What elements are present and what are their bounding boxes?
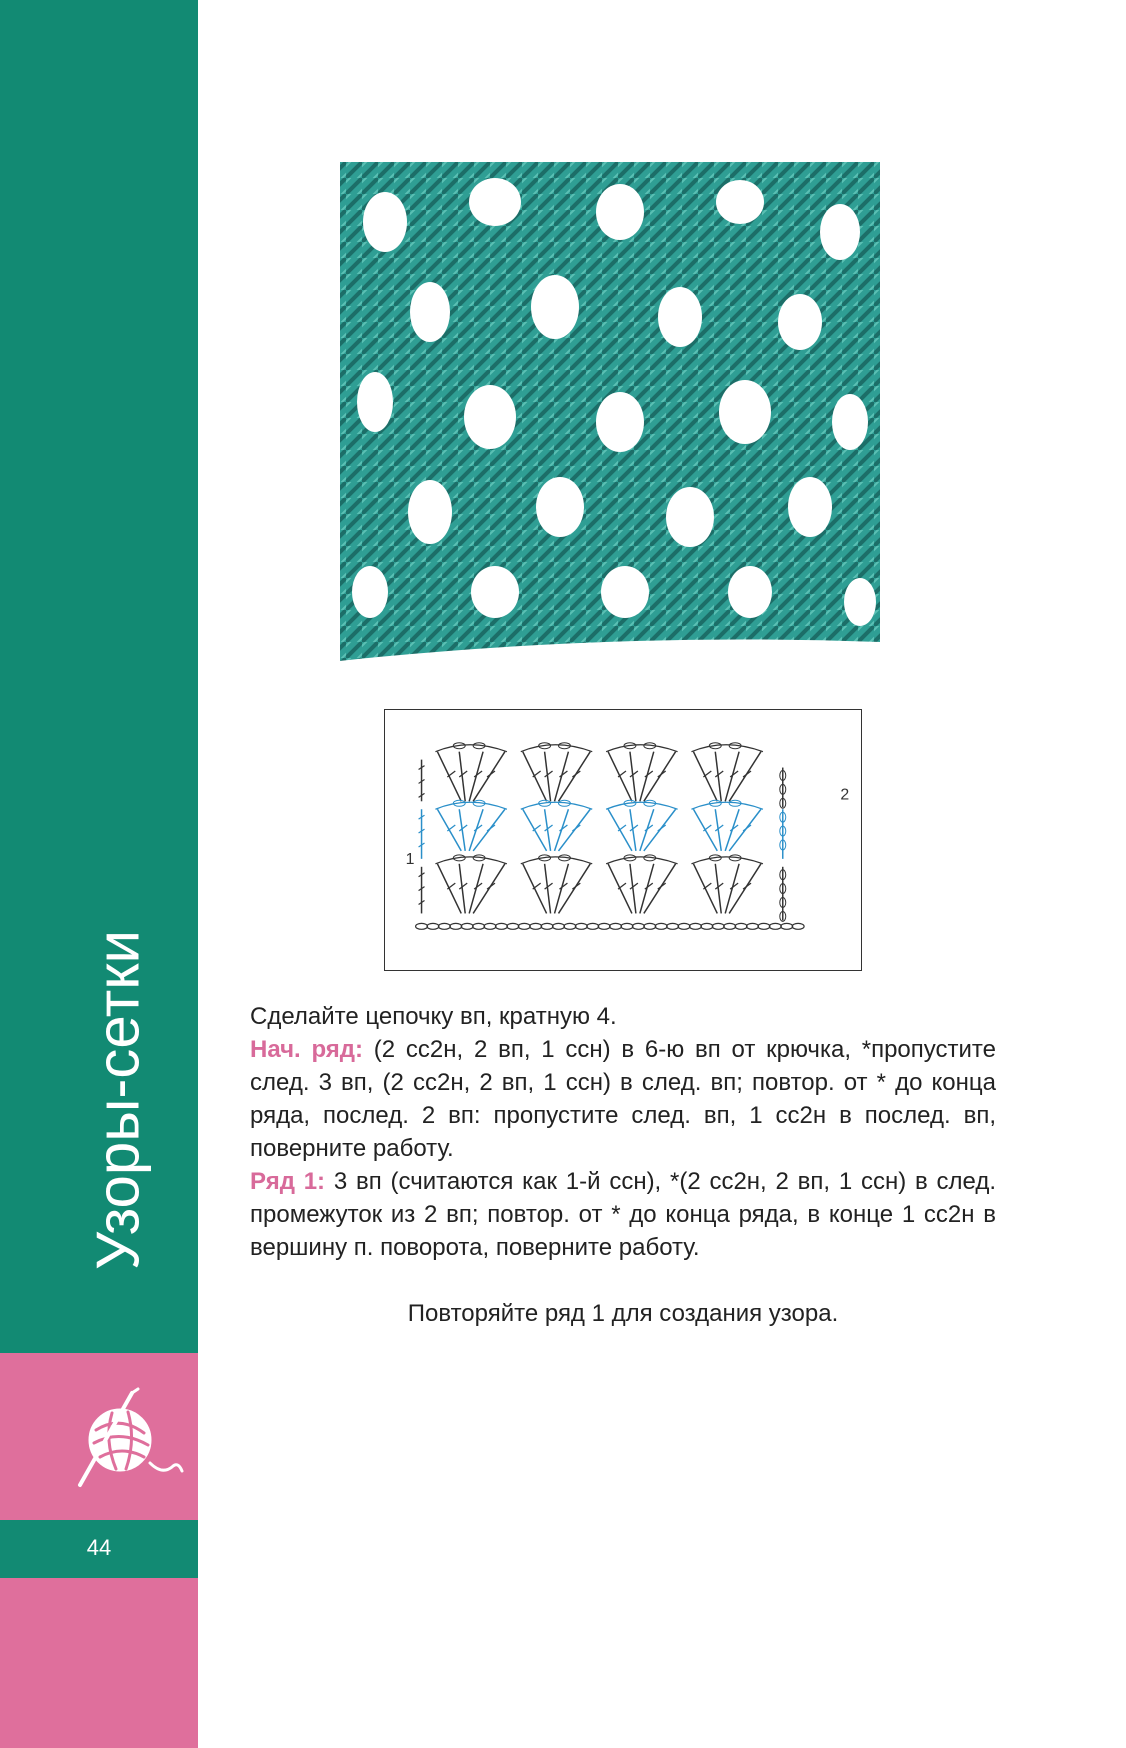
start-row-text: (2 сс2н, 2 вп, 1 ссн) в 6-ю вп от крючка, *пропустите след. 3 вп, (2 сс2н, 2 вп, 1 ссн) в след. вп; повтор. от * до конца ряда, послед. 2 вп: пропустите след. вп, 1 сс2н в послед. вп, поверните работу.	[250, 1036, 996, 1162]
start-row-label: Нач. ряд:	[250, 1036, 364, 1063]
instructions	[250, 1000, 996, 1264]
row1-text: 3 вп (считаются как 1-й ссн), *(2 сс2н, 2 вп, 1 ссн) в след. промежуток из 2 вп; повтор. от * до конца ряда, в конце 1 сс2н в вершину п. поворота, поверните работу.	[250, 1168, 996, 1261]
page-number: 44	[86, 1535, 112, 1560]
intro-line: Сделайте цепочку вп, кратную 4.	[250, 1003, 617, 1030]
crochet-diagram	[384, 709, 862, 971]
row-label-2: 2	[840, 786, 850, 804]
repeat-note: Повторяйте ряд 1 для создания узора.	[407, 1300, 839, 1327]
crochet-sample-photo	[330, 162, 880, 692]
diagram-stitches	[416, 743, 805, 930]
section-title-wrap	[60, 870, 175, 1330]
start-row-paragraph	[250, 1033, 996, 1165]
section-title: Узоры-сетки	[84, 929, 151, 1271]
yarn-ball-with-hook-icon	[72, 1385, 184, 1495]
row1-label: Ряд 1:	[250, 1168, 326, 1195]
row-label-1: 1	[405, 850, 415, 868]
row1-paragraph	[250, 1165, 996, 1264]
sidebar	[0, 0, 198, 1748]
sidebar-bottom-band	[0, 1578, 198, 1748]
